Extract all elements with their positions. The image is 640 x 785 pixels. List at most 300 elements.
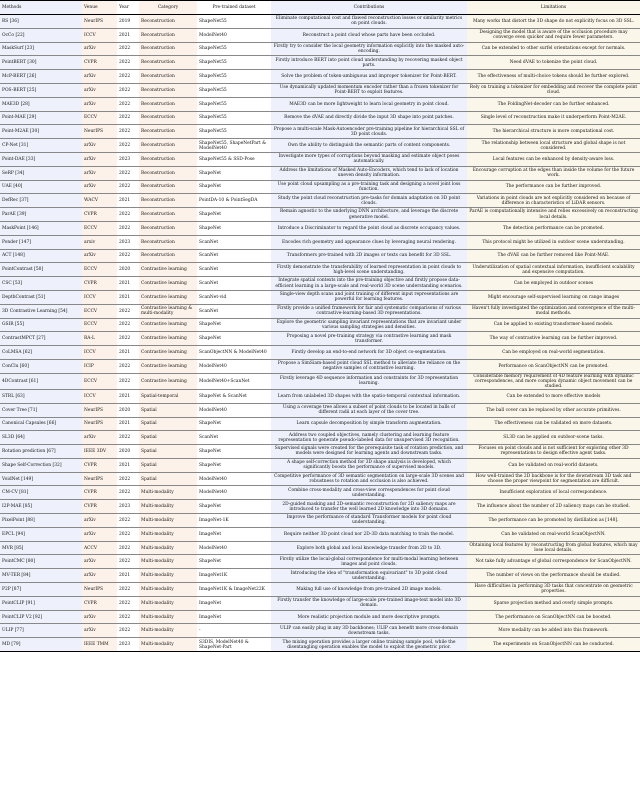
year-cell: 2021 xyxy=(119,393,131,399)
venue-cell: arXiv xyxy=(82,166,117,180)
method-cell: RS [36] xyxy=(0,15,82,29)
category-cell: Reconstruction xyxy=(139,180,197,194)
limitations-cell: Can be validated on real-world datasets. xyxy=(467,458,640,472)
dataset-cell: ShapeNet55 xyxy=(199,74,227,80)
contributions-cell: The mixing operation provides a larger online training sample pool, while the disentangling operation enables the model to exploit the geometric prior. xyxy=(271,638,467,652)
contributions-cell: Learn capsule decomposition by simple transform augmentation. xyxy=(271,417,467,431)
method-cell: OcCo [22] xyxy=(0,28,82,42)
method-cell: Shape Self-Correction [32] xyxy=(0,458,82,472)
category-cell: Contrastive learning xyxy=(139,318,197,332)
limitations-cell: Haven't fully investigated the optimization and convergence of the multi-modal methods. xyxy=(467,304,640,318)
limitations-cell: The effectiveness can be validated on more datasets. xyxy=(467,417,640,431)
category-cell: Reconstruction xyxy=(139,56,197,70)
venue-cell: NeurIPS xyxy=(82,15,117,29)
limitations-cell: The relationship between local structure and global shape is not considered. xyxy=(467,139,640,153)
venue-cell: ICCV xyxy=(82,28,117,42)
contributions-cell: Competitive performance of 3D semantic segmentation on large-scale 3D scenes and robustness to rotation and occlusion is also achieved. xyxy=(271,472,467,486)
method-cell: PointCLIP V2 [92] xyxy=(0,610,82,624)
dataset-cell: ScanNet xyxy=(199,267,219,273)
limitations-cell: Have difficulties in performing 3D tasks that concentrate on geometric properties. xyxy=(467,583,640,597)
method-cell: DefRec [37] xyxy=(0,194,82,208)
limitations-cell: Single level of reconstruction make it underperform Point-M2AE. xyxy=(467,111,640,125)
contributions-cell: Firstly provide a unified framework for fair and systematic comparisons of various contrastive-learning-based 3D representations. xyxy=(271,304,467,318)
dataset-cell: ImageNet-1K xyxy=(199,517,229,523)
table-row xyxy=(0,527,640,541)
venue-cell: CVPR xyxy=(82,208,117,222)
table-row xyxy=(0,514,640,528)
venue-cell: arXiv xyxy=(82,139,117,153)
contributions-cell: Explore the geometric sampling invariant representations that are invariant under various sampling strategies and densities. xyxy=(271,318,467,332)
limitations-cell: Performance on ScanObjectNN can be promoted. xyxy=(467,359,640,373)
category-cell: Contrastive learning xyxy=(139,290,197,304)
contributions-cell: Introducing the idea of "transformation equivariant" to 3D point cloud understanding. xyxy=(271,569,467,583)
category-cell: Spatial-temporal xyxy=(139,389,197,403)
venue-cell: NeurIPS xyxy=(82,403,117,417)
limitations-cell: Variations in point clouds are not explicitly considered on because of difference in characteristics of LiDAR sensors. xyxy=(467,194,640,208)
year-cell: 2022 xyxy=(119,363,131,369)
limitations-cell: How well-trained the 2D backbone is for the downstream 3D task and choose the proper viewpoint for segmentation are difficult. xyxy=(467,472,640,486)
limitations-cell: The performance can be promoted by distillation as [148]. xyxy=(467,514,640,528)
dataset-cell: ShapeNet55 xyxy=(199,101,227,107)
dataset-cell: ShapeNet xyxy=(199,421,222,427)
method-cell: DepthContrast [51] xyxy=(0,290,82,304)
year-cell: 2022 xyxy=(119,46,131,52)
venue-cell: ECCV xyxy=(82,221,117,235)
limitations-cell: The way of contrastive learning can be further improved. xyxy=(467,332,640,346)
table-row xyxy=(0,125,640,139)
venue-cell: WACV xyxy=(82,194,117,208)
method-cell: PointCMC [80] xyxy=(0,555,82,569)
dataset-cell: S3DIS, ModelNet40 & ShapeNet-Part xyxy=(199,639,249,650)
contributions-cell: Eliminate computational cost and flawed reconstruction losses or similarity metrics on point clouds. xyxy=(271,15,467,29)
category-cell: Contrastive learning xyxy=(139,359,197,373)
method-cell: MD [79] xyxy=(0,638,82,652)
table-row xyxy=(0,111,640,125)
limitations-cell: More modality can be added into this framework. xyxy=(467,624,640,638)
limitations-cell: The hierarchical structure is more computational cost. xyxy=(467,125,640,139)
category-cell: Reconstruction xyxy=(139,125,197,139)
dataset-cell: ModelNet40+ScanNet xyxy=(199,378,250,384)
year-cell: 2022 xyxy=(119,101,131,107)
venue-cell: arXiv xyxy=(82,70,117,84)
category-cell: Multi-modality xyxy=(139,555,197,569)
contributions-cell: More realistic projection module and more descriptive prompts. xyxy=(271,610,467,624)
dataset-cell: ShapeNet55, ShapeNetPart & ModelNet40 xyxy=(199,140,267,151)
contributions-cell: Require neither 3D point cloud nor 2D-3D data matching to train the model. xyxy=(271,527,467,541)
header-category: Category xyxy=(139,1,197,15)
contributions-cell: Propose a SimSiam-based point cloud SSL method to alleviate the reliance on the negative samples of contrastive learning. xyxy=(271,359,467,373)
venue-cell: ICCV xyxy=(82,290,117,304)
contributions-cell: Study the point cloud reconstruction pre-tasks for domain adaptation on 3D point clouds. xyxy=(271,194,467,208)
contributions-cell: Address two coupled objectives, namely clustering and learning feature representation to generate pseudo-labeled data for unsupervised 3D recognition. xyxy=(271,431,467,445)
table-row xyxy=(0,486,640,500)
table-row xyxy=(0,472,640,486)
contributions-cell: Firstly utilize the local-global correspondence for multi-modal learning between images and point clouds. xyxy=(271,555,467,569)
year-cell: 2019 xyxy=(119,18,131,24)
category-cell: Reconstruction xyxy=(139,249,197,263)
year-cell: 2022 xyxy=(119,60,131,66)
limitations-cell: Can be extended to other surfel orientations except for normals. xyxy=(467,42,640,56)
contributions-cell: Address the limitations of Masked Auto-Encoders, which tend to lack of location uneven density information. xyxy=(271,166,467,180)
table-row xyxy=(0,139,640,153)
venue-cell: arXiv xyxy=(82,152,117,166)
contributions-cell: Firstly develop an end-to-end network for 3D object co-segmentation. xyxy=(271,346,467,360)
limitations-cell: Sparse projection method and overly simple prompts. xyxy=(467,596,640,610)
year-cell: 2022 xyxy=(119,531,131,537)
table-row xyxy=(0,346,640,360)
year-cell: 2020 xyxy=(119,448,131,454)
category-cell: Spatial xyxy=(139,431,197,445)
table-row xyxy=(0,500,640,514)
contributions-cell: Proposing a novel pre-training strategy via contrastive learning and mask transformer. xyxy=(271,332,467,346)
contributions-cell: Making full use of knowledge from pre-trained 2D image models. xyxy=(271,583,467,597)
method-cell: Cover Tree [71] xyxy=(0,403,82,417)
table-row xyxy=(0,15,640,29)
year-cell: 2022 xyxy=(119,614,131,620)
table-row xyxy=(0,373,640,389)
dataset-cell: ShapeNet55 xyxy=(199,87,227,93)
year-cell: 2022 xyxy=(119,129,131,135)
header-year: Year xyxy=(117,1,139,15)
year-cell: 2023 xyxy=(119,239,131,245)
venue-cell: NeurIPS xyxy=(82,472,117,486)
contributions-cell: Investigate more types of corruptions beyond masking and estimate object poses automatically. xyxy=(271,152,467,166)
year-cell: 2023 xyxy=(119,504,131,510)
year-cell: 2023 xyxy=(119,156,131,162)
dataset-cell: - xyxy=(199,628,201,634)
category-cell: Reconstruction xyxy=(139,208,197,222)
table-row xyxy=(0,555,640,569)
dataset-cell: ScanNet xyxy=(199,435,219,441)
dataset-cell: ImageNet1K xyxy=(199,573,228,579)
method-cell: PixelPoint [88] xyxy=(0,514,82,528)
category-cell: Spatial xyxy=(139,403,197,417)
limitations-cell: Might encourage self-supervised learning on range images xyxy=(467,290,640,304)
dataset-cell: ShapeNet xyxy=(199,184,222,190)
year-cell: 2020 xyxy=(119,407,131,413)
category-cell: Multi-modality xyxy=(139,541,197,555)
table-row xyxy=(0,194,640,208)
venue-cell: arXiv xyxy=(82,569,117,583)
table-row xyxy=(0,583,640,597)
table-row xyxy=(0,541,640,555)
year-cell: 2021 xyxy=(119,349,131,355)
venue-cell: ACCV xyxy=(82,541,117,555)
method-cell: MVR [85] xyxy=(0,541,82,555)
contributions-cell: Own the ability to distinguish the semantic parts of content components. xyxy=(271,139,467,153)
limitations-cell: This protocol might be utilized in outdoor scene understanding. xyxy=(467,235,640,249)
limitations-cell: Not take fully advantage of global correspondence for ScanObjectNN. xyxy=(467,555,640,569)
limitations-cell: The performance on ScanObjectNN can be boosted. xyxy=(467,610,640,624)
method-cell: PointBERT [30] xyxy=(0,56,82,70)
year-cell: 2021 xyxy=(119,198,131,204)
method-cell: 3D Contrastive Learning [54] xyxy=(0,304,82,318)
header-limitations: Limitations xyxy=(467,1,640,15)
category-cell: Multi-modality xyxy=(139,486,197,500)
table-row xyxy=(0,83,640,97)
limitations-cell: The effectiveness of multi-choice tokens should be further explored. xyxy=(467,70,640,84)
table-row xyxy=(0,403,640,417)
year-cell: 2022 xyxy=(119,143,131,149)
category-cell: Reconstruction xyxy=(139,194,197,208)
venue-cell: CVPR xyxy=(82,486,117,500)
table-row xyxy=(0,304,640,318)
category-cell: Multi-modality xyxy=(139,527,197,541)
dataset-cell: ModelNet40 xyxy=(199,407,227,413)
dataset-cell: ImageNet1K & ImageNet22K xyxy=(199,586,265,592)
contributions-cell: Firstly introduce BERT into point cloud understanding by recovering masked object parts. xyxy=(271,56,467,70)
venue-cell: arXiv xyxy=(82,431,117,445)
category-cell: Spatial xyxy=(139,417,197,431)
dataset-cell: ShapeNet xyxy=(199,322,222,328)
category-cell: Reconstruction xyxy=(139,166,197,180)
category-cell: Multi-modality xyxy=(139,624,197,638)
year-cell: 2022 xyxy=(119,336,131,342)
dataset-cell: ScanNet-vid xyxy=(199,294,227,300)
table-row xyxy=(0,431,640,445)
venue-cell: arXiv xyxy=(82,514,117,528)
method-cell: GSIR [55] xyxy=(0,318,82,332)
limitations-cell: Underutilization of spatial contextual information, insufficient scalability and expensive computation. xyxy=(467,263,640,277)
category-cell: Contrastive learning xyxy=(139,373,197,389)
category-cell: Reconstruction xyxy=(139,42,197,56)
limitations-cell: Can be applied to existing transformer-based models. xyxy=(467,318,640,332)
category-cell: Contrastive learning xyxy=(139,263,197,277)
table-body xyxy=(0,15,640,652)
dataset-cell: ShapeNet xyxy=(199,448,222,454)
year-cell: 2022 xyxy=(119,545,131,551)
year-cell: 2021 xyxy=(119,462,131,468)
method-cell: VoidNet [149] xyxy=(0,472,82,486)
table-row xyxy=(0,208,640,222)
table-row xyxy=(0,359,640,373)
dataset-cell: ShapeNet xyxy=(199,462,222,468)
dataset-cell: ScanNet xyxy=(199,308,219,314)
category-cell: Multi-modality xyxy=(139,583,197,597)
contributions-cell: Solve the problem of token-ambiguous and improper tokenizer for Point-BERT. xyxy=(271,70,467,84)
limitations-cell: Can be employed in outdoor scenes xyxy=(467,277,640,291)
dataset-cell: ModelNet40 xyxy=(199,490,227,496)
table-row xyxy=(0,318,640,332)
venue-cell: arxiv xyxy=(82,235,117,249)
table-row xyxy=(0,97,640,111)
table-row xyxy=(0,277,640,291)
method-cell: I2P-MAE [85] xyxy=(0,500,82,514)
dataset-cell: ModelNet40 xyxy=(199,32,227,38)
method-cell: Point-M2AE [30] xyxy=(0,125,82,139)
category-cell: Reconstruction xyxy=(139,152,197,166)
table-row xyxy=(0,221,640,235)
venue-cell: arXiv xyxy=(82,555,117,569)
contributions-cell: Encodes rich geometry and appearance clues by leveraging neural rendering. xyxy=(271,235,467,249)
venue-cell: NeurIPS xyxy=(82,583,117,597)
dataset-cell: ImageNet xyxy=(199,531,222,537)
category-cell: Contrastive learning xyxy=(139,332,197,346)
year-cell: 2020 xyxy=(119,267,131,273)
category-cell: Reconstruction xyxy=(139,28,197,42)
dataset-cell: ShapeNet xyxy=(199,559,222,565)
table-row xyxy=(0,56,640,70)
venue-cell: ECCV xyxy=(82,318,117,332)
venue-cell: arXiv xyxy=(82,42,117,56)
year-cell: 2022 xyxy=(119,435,131,441)
limitations-cell: Encourage corruption at the edges than inside the volume for the future work. xyxy=(467,166,640,180)
category-cell: Multi-modality xyxy=(139,596,197,610)
dataset-cell: ModelNet40 xyxy=(199,476,227,482)
category-cell: Reconstruction xyxy=(139,221,197,235)
venue-cell: arXiv xyxy=(82,610,117,624)
table-row xyxy=(0,290,640,304)
venue-cell: CVPR xyxy=(82,277,117,291)
limitations-cell: The number of views on the performance should be studied. xyxy=(467,569,640,583)
table-row xyxy=(0,263,640,277)
method-cell: CSC [53] xyxy=(0,277,82,291)
limitations-cell: Many works that distort the 3D shape do not explicitly focus on 3D SSL. xyxy=(467,15,640,29)
venue-cell: ECCV xyxy=(82,373,117,389)
year-cell: 2022 xyxy=(119,559,131,565)
contributions-cell: Explore both global and local knowledge transfer from 2D to 3D. xyxy=(271,541,467,555)
category-cell: Multi-modality xyxy=(139,638,197,652)
dataset-cell: ShapeNet55 & SSD-Pose xyxy=(199,156,255,162)
dataset-cell: ShapeNet55 xyxy=(199,115,227,121)
limitations-cell: SL3D can be applied on outdoor-scene tasks. xyxy=(467,431,640,445)
year-cell: 2021 xyxy=(119,294,131,300)
method-cell: MaskPoint [146] xyxy=(0,221,82,235)
table-row xyxy=(0,152,640,166)
limitations-cell: The influence about the number of 2D saliency maps can be studied. xyxy=(467,500,640,514)
year-cell: 2022 xyxy=(119,87,131,93)
year-cell: 2022 xyxy=(119,600,131,606)
year-cell: 2022 xyxy=(119,212,131,218)
category-cell: Reconstruction xyxy=(139,139,197,153)
contributions-cell: Firstly try to consider the local geometry information explicitly into the masked auto-encoding. xyxy=(271,42,467,56)
category-cell: Multi-modality xyxy=(139,500,197,514)
contributions-cell: ULIP can easily plug in any 3D backbones; ULIP can benefit more cross-domain downstream tasks. xyxy=(271,624,467,638)
venue-cell: ICCV xyxy=(82,389,117,403)
year-cell: 2022 xyxy=(119,184,131,190)
contributions-cell: 2D-guided masking and 2D-semantic reconstruction for 2D saliency maps are introduced to transfer the well learned 2D knowledge into 3D domains. xyxy=(271,500,467,514)
venue-cell: ICIP xyxy=(82,359,117,373)
year-cell: 2022 xyxy=(119,225,131,231)
method-cell: ContrastMPCT [27] xyxy=(0,332,82,346)
limitations-cell: Designing the model that is aware of the occlusion procedure may converge even quicker and require fewer parameters. xyxy=(467,28,640,42)
dataset-cell: ShapeNet55 xyxy=(199,129,227,135)
venue-cell: NeurIPS xyxy=(82,417,117,431)
dataset-cell: ModelNet40 xyxy=(199,363,227,369)
table-row xyxy=(0,42,640,56)
method-cell: Point-DAE [33] xyxy=(0,152,82,166)
contributions-cell: Integrate spatial contexts into the pre-training objective and firstly propose data-efficient learning in a large-scale and real-world 3D scene understanding scenarios. xyxy=(271,277,467,291)
contributions-cell: Combine cross-modality and cross-view correspondences for point cloud understanding. xyxy=(271,486,467,500)
limitations-cell: The detection performance can be promoted. xyxy=(467,221,640,235)
limitations-cell: Local features can be enhanced by density-aware loss. xyxy=(467,152,640,166)
contributions-cell: Single-view depth scans and joint training of different input representations are powerful for learning features. xyxy=(271,290,467,304)
contributions-cell: Propose a multi-scale Mask-Autoencoder pre-training pipeline for hierarchical SSL of 3D point clouds. xyxy=(271,125,467,139)
limitations-cell: The performance can be further improved. xyxy=(467,180,640,194)
dataset-cell: ShapeNet xyxy=(199,212,222,218)
method-cell: MaskSurf [23] xyxy=(0,42,82,56)
method-cell: MAE3D [28] xyxy=(0,97,82,111)
table-row xyxy=(0,70,640,84)
venue-cell: arXiv xyxy=(82,249,117,263)
table-row xyxy=(0,28,640,42)
method-cell: P2P [87] xyxy=(0,583,82,597)
category-cell: Reconstruction xyxy=(139,111,197,125)
table-row xyxy=(0,624,640,638)
dataset-cell: ImageNet xyxy=(199,600,222,606)
limitations-cell: Insufficient exploration of local correspondence. xyxy=(467,486,640,500)
venue-cell: ICCV xyxy=(82,346,117,360)
method-cell: EPCL [94] xyxy=(0,527,82,541)
dataset-cell: ScanNet xyxy=(199,281,219,286)
table-row xyxy=(0,389,640,403)
venue-cell: ECCV xyxy=(82,111,117,125)
table-row xyxy=(0,445,640,459)
contributions-cell: Using a coverage tree allows a subset of point clouds to be located in balls of different radii at each layer of the cover tree. xyxy=(271,403,467,417)
contributions-cell: Remove the dVAE and directly divide the input 3D shape into point patches. xyxy=(271,111,467,125)
header-row xyxy=(0,1,640,15)
category-cell: Contrastive learning xyxy=(139,346,197,360)
method-cell: ParAE [39] xyxy=(0,208,82,222)
contributions-cell: Supervised signals were created for the prerequisite task of rotation prediction, and models were designed for learning agents and downstream tasks. xyxy=(271,445,467,459)
table-row xyxy=(0,235,640,249)
table-row xyxy=(0,610,640,624)
venue-cell: ECCV xyxy=(82,263,117,277)
table-row xyxy=(0,417,640,431)
table-row xyxy=(0,180,640,194)
table-row xyxy=(0,166,640,180)
limitations-cell: Considerable memory requirement of 4D feature learning with dynamic correspondences, and more complex dynamic object movement can be studied. xyxy=(467,373,640,389)
limitations-cell: Obtaining local features by reconstructing from global features, which may lose local details. xyxy=(467,541,640,555)
year-cell: 2023 xyxy=(119,642,131,648)
venue-cell: CVPR xyxy=(82,458,117,472)
method-cell: ULIP [77] xyxy=(0,624,82,638)
limitations-cell: The experiments on ScanObjectNN can be conducted. xyxy=(467,638,640,652)
limitations-cell: Can be validated on real-world ScanObjectNN. xyxy=(467,527,640,541)
category-cell: Contrastive learning & multi-modality xyxy=(139,304,197,318)
year-cell: 2022 xyxy=(119,586,131,592)
table-row xyxy=(0,249,640,263)
year-cell: 2022 xyxy=(119,74,131,80)
category-cell: Reconstruction xyxy=(139,70,197,84)
venue-cell: arXiv xyxy=(82,97,117,111)
year-cell: 2022 xyxy=(119,322,131,328)
dataset-cell: ShapeNet & ScanNet xyxy=(199,393,247,399)
method-cell: SL3D [64] xyxy=(0,431,82,445)
year-cell: 2022 xyxy=(119,490,131,496)
contributions-cell: Use dynamically updated momentum encoder rather than a frozen tokenizer for Point-BERT to exploit features. xyxy=(271,83,467,97)
contributions-cell: Firstly transfer the knowledge of large-scale pre-trained image-text model into 3D domain. xyxy=(271,596,467,610)
category-cell: Reconstruction xyxy=(139,97,197,111)
contributions-cell: Firstly demonstrate the transferability of learned representation in point clouds to high-level scene understanding. xyxy=(271,263,467,277)
contributions-cell: Use point cloud upsampling as a pre-training task and designing a novel joint loss function. xyxy=(271,180,467,194)
method-cell: PointContrast [50] xyxy=(0,263,82,277)
dataset-cell: ShapeNet55 xyxy=(199,18,227,24)
venue-cell: CVPR xyxy=(82,500,117,514)
method-cell: ConClu [60] xyxy=(0,359,82,373)
contributions-cell: Improve the performance of standard Transformer models for point cloud understanding. xyxy=(271,514,467,528)
year-cell: 2022 xyxy=(119,378,131,384)
method-cell: Rotation prediction [67] xyxy=(0,445,82,459)
table-row xyxy=(0,458,640,472)
category-cell: Contrastive learning xyxy=(139,277,197,291)
category-cell: Reconstruction xyxy=(139,235,197,249)
limitations-cell: Can be extended to more effective models xyxy=(467,389,640,403)
venue-cell: IEEE 3DV xyxy=(82,445,117,459)
year-cell: 2022 xyxy=(119,476,131,482)
category-cell: Multi-modality xyxy=(139,569,197,583)
limitations-cell: Can be employed on real-world segmentation. xyxy=(467,346,640,360)
